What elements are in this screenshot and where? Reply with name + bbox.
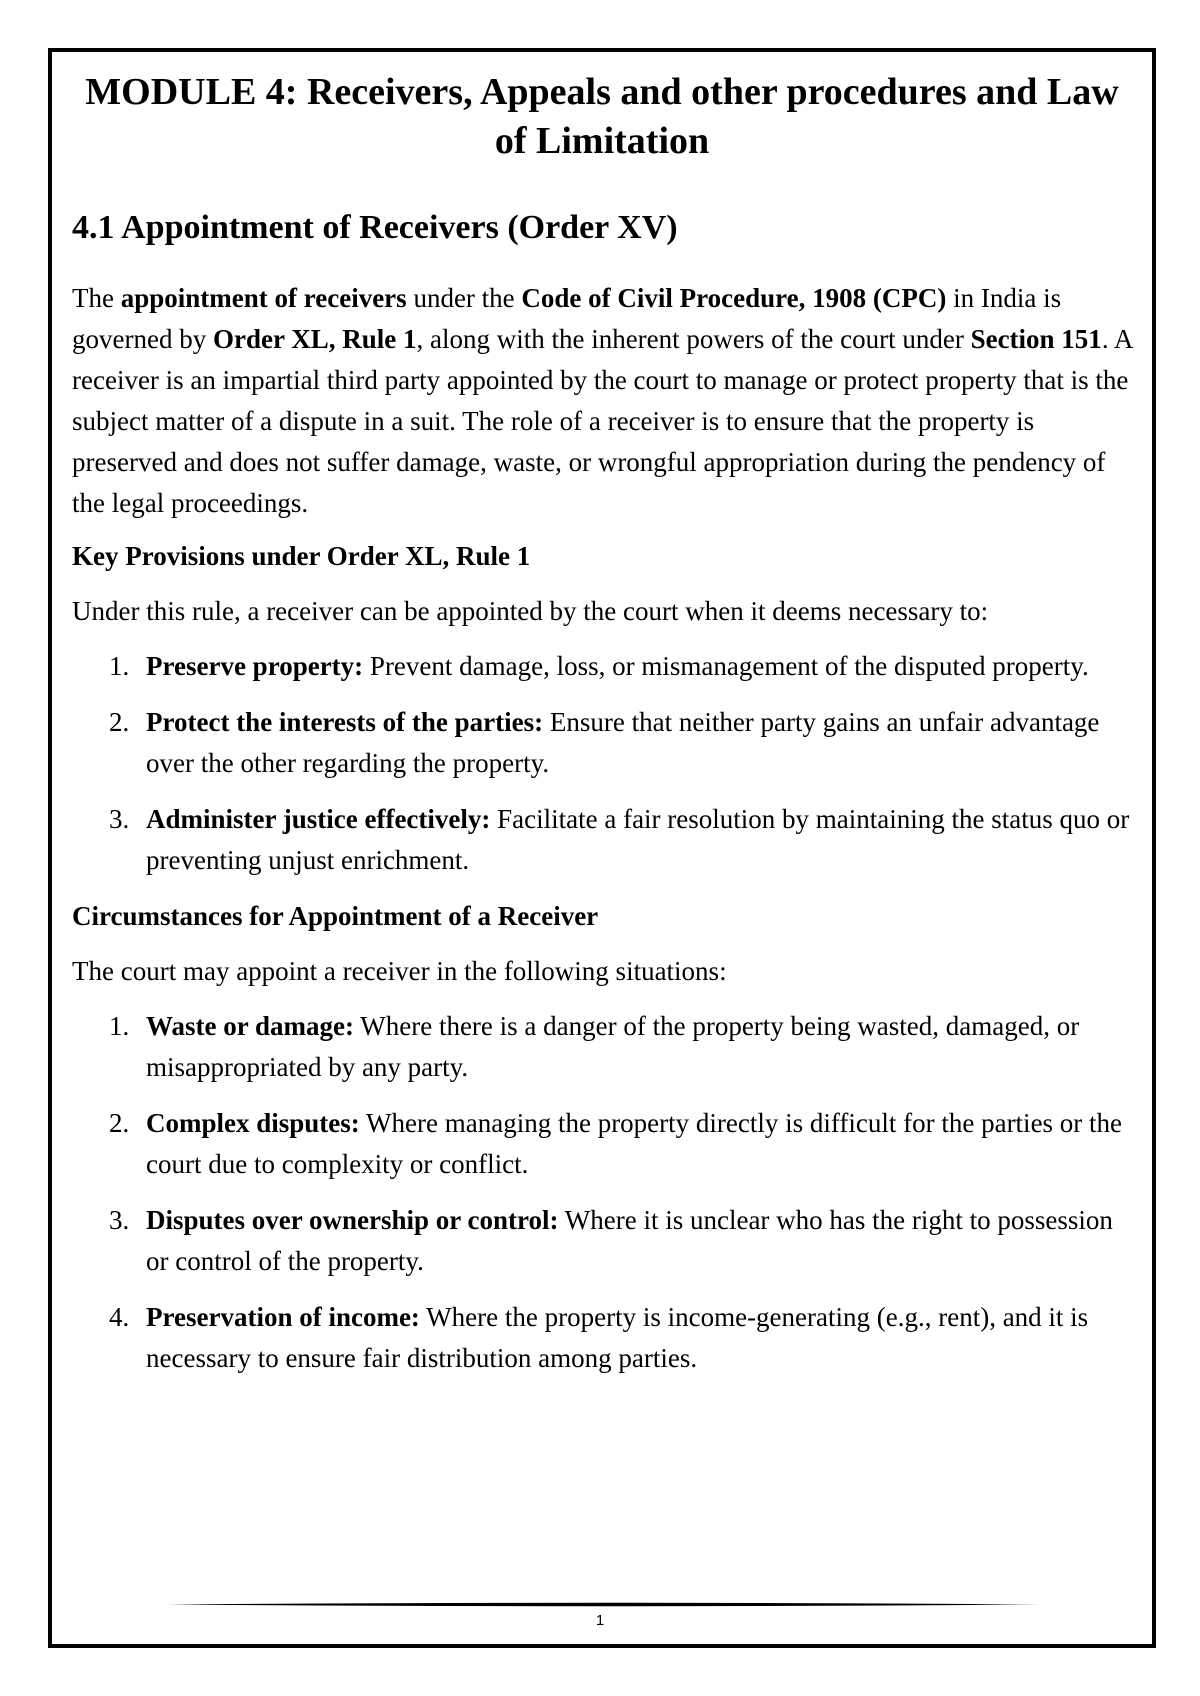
list-number: 3. bbox=[109, 1205, 130, 1235]
circumstances-heading: Circumstances for Appointment of a Receiver bbox=[72, 901, 599, 931]
key-provisions-heading: Key Provisions under Order XL, Rule 1 bbox=[72, 541, 531, 571]
page-content bbox=[72, 68, 1132, 1394]
intro-text: in India is governed by bbox=[72, 283, 1062, 354]
item-label: Preserve property: bbox=[146, 651, 364, 681]
item-text: Where managing the property directly is difficult for the parties or the court due to complexity or conflict. bbox=[146, 1108, 1123, 1179]
circumstances-lead: The court may appoint a receiver in the following situations: bbox=[72, 956, 727, 986]
list-number: 4. bbox=[109, 1302, 130, 1332]
module-title: MODULE 4: Receivers, Appeals and other procedures and Law of Limitation bbox=[85, 71, 1119, 162]
intro-bold-term: appointment of receivers bbox=[120, 283, 407, 313]
item-label: Protect the interests of the parties: bbox=[146, 707, 544, 737]
list-number: 1. bbox=[109, 651, 130, 681]
list-item bbox=[72, 1200, 1132, 1282]
item-text: Where the property is income-generating (e.g., rent), and it is necessary to ensure fair distribution among parties. bbox=[146, 1302, 1089, 1373]
item-text: Prevent damage, loss, or mismanagement of the disputed property. bbox=[363, 651, 1089, 681]
key-provisions-list bbox=[72, 646, 1132, 881]
section-heading: 4.1 Appointment of Receivers (Order XV) bbox=[72, 209, 678, 246]
key-provisions-lead: Under this rule, a receiver can be appointed by the court when it deems necessary to: bbox=[72, 596, 989, 626]
intro-bold-term: Section 151 bbox=[970, 324, 1102, 354]
list-item bbox=[72, 1006, 1132, 1088]
list-number: 3. bbox=[109, 804, 130, 834]
item-text: Where there is a danger of the property being wasted, damaged, or misappropriated by any party. bbox=[146, 1011, 1080, 1082]
item-label: Preservation of income: bbox=[146, 1302, 420, 1332]
item-label: Complex disputes: bbox=[146, 1108, 360, 1138]
list-item bbox=[72, 1103, 1132, 1185]
intro-paragraph bbox=[72, 278, 1132, 524]
intro-bold-term: Code of Civil Procedure, 1908 (CPC) bbox=[521, 283, 947, 313]
intro-text: , along with the inherent powers of the court under bbox=[416, 324, 971, 354]
list-item bbox=[72, 646, 1132, 687]
intro-bold-term: Order XL, Rule 1 bbox=[212, 324, 417, 354]
footer-rule bbox=[168, 1602, 1040, 1607]
item-text: Facilitate a fair resolution by maintaining the status quo or preventing unjust enrichment. bbox=[146, 804, 1130, 875]
item-label: Waste or damage: bbox=[146, 1011, 354, 1041]
item-text: Where it is unclear who has the right to possession or control of the property. bbox=[146, 1205, 1113, 1276]
intro-text: The bbox=[72, 283, 121, 313]
intro-text: . A receiver is an impartial third party appointed by the court to manage or protect property that is the subject matter of a dispute in a suit. The role of a receiver is to ensure that the property is preserved and does not suffer damage, waste, or wrongful appropriation during the pendency of the legal proceedings. bbox=[72, 324, 1132, 518]
list-item bbox=[72, 702, 1132, 784]
item-label: Administer justice effectively: bbox=[146, 804, 491, 834]
item-text: Ensure that neither party gains an unfair advantage over the other regarding the property. bbox=[146, 707, 1100, 778]
list-number: 2. bbox=[109, 707, 130, 737]
intro-text: under the bbox=[406, 283, 522, 313]
page-number: 1 bbox=[595, 1612, 605, 1629]
item-label: Disputes over ownership or control: bbox=[146, 1205, 559, 1235]
list-number: 2. bbox=[109, 1108, 130, 1138]
list-item bbox=[72, 799, 1132, 881]
list-item bbox=[72, 1297, 1132, 1379]
circumstances-list bbox=[72, 1006, 1132, 1379]
list-number: 1. bbox=[109, 1011, 130, 1041]
